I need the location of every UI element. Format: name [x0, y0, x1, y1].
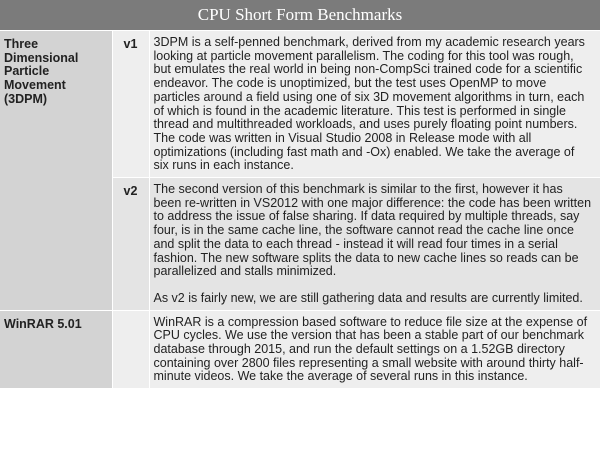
version-label: v2: [112, 178, 149, 311]
benchmark-name: WinRAR 5.01: [0, 310, 112, 388]
table-row: [0, 31, 600, 178]
table-row: [0, 310, 600, 388]
description-paragraph: WinRAR is a compression based software to reduce file size at the expense of CPU cycles. We use the version that has been a stable part of our benchmark database through 2015, and run the default settings on a 1.52GB directory containing over 2800 files representing a small website with around thirty half-minute videos. We take the average of several runs in this instance.: [153, 314, 588, 384]
version-label: [112, 310, 149, 388]
description-paragraph: The second version of this benchmark is similar to the first, however it has been re-written in VS2012 with one major difference: the code has been written to address the issue of false sharing. If data required by multiple threads, say four, is in the same cache line, the software cannot read the cache line once and split the data to each thread - instead it will read four times in a serial fashion. The new software splits the data to new cache lines so reads can be parallelized and stalls minimized.: [153, 182, 592, 279]
benchmark-description: [149, 178, 600, 311]
version-label: v1: [112, 31, 149, 178]
description-paragraph: As v2 is fairly new, we are still gathering data and results are currently limited.: [153, 290, 583, 305]
benchmark-name: Three Dimensional Particle Movement (3DPM): [0, 31, 112, 310]
benchmark-description: [149, 310, 600, 388]
benchmark-description: [149, 31, 600, 178]
description-paragraph: 3DPM is a self-penned benchmark, derived from my academic research years looking at particle movement parallelism. The coding for this tool was rough, but emulates the real world in being non-CompSci trained code for a scientific endeavor. The code is unoptimized, but the test uses OpenMP to move particles around a field using one of six 3D movement algorithms in turn, each of which is found in the academic literature. This test is performed in single thread and multithreaded workloads, and uses purely floating point numbers. The code was written in Visual Studio 2008 in Release mode with all optimizations (including fast math and -Ox) enabled. We take the average of six runs in each instance.: [153, 35, 585, 173]
page-title: CPU Short Form Benchmarks: [0, 0, 600, 31]
benchmark-table: [0, 31, 600, 388]
